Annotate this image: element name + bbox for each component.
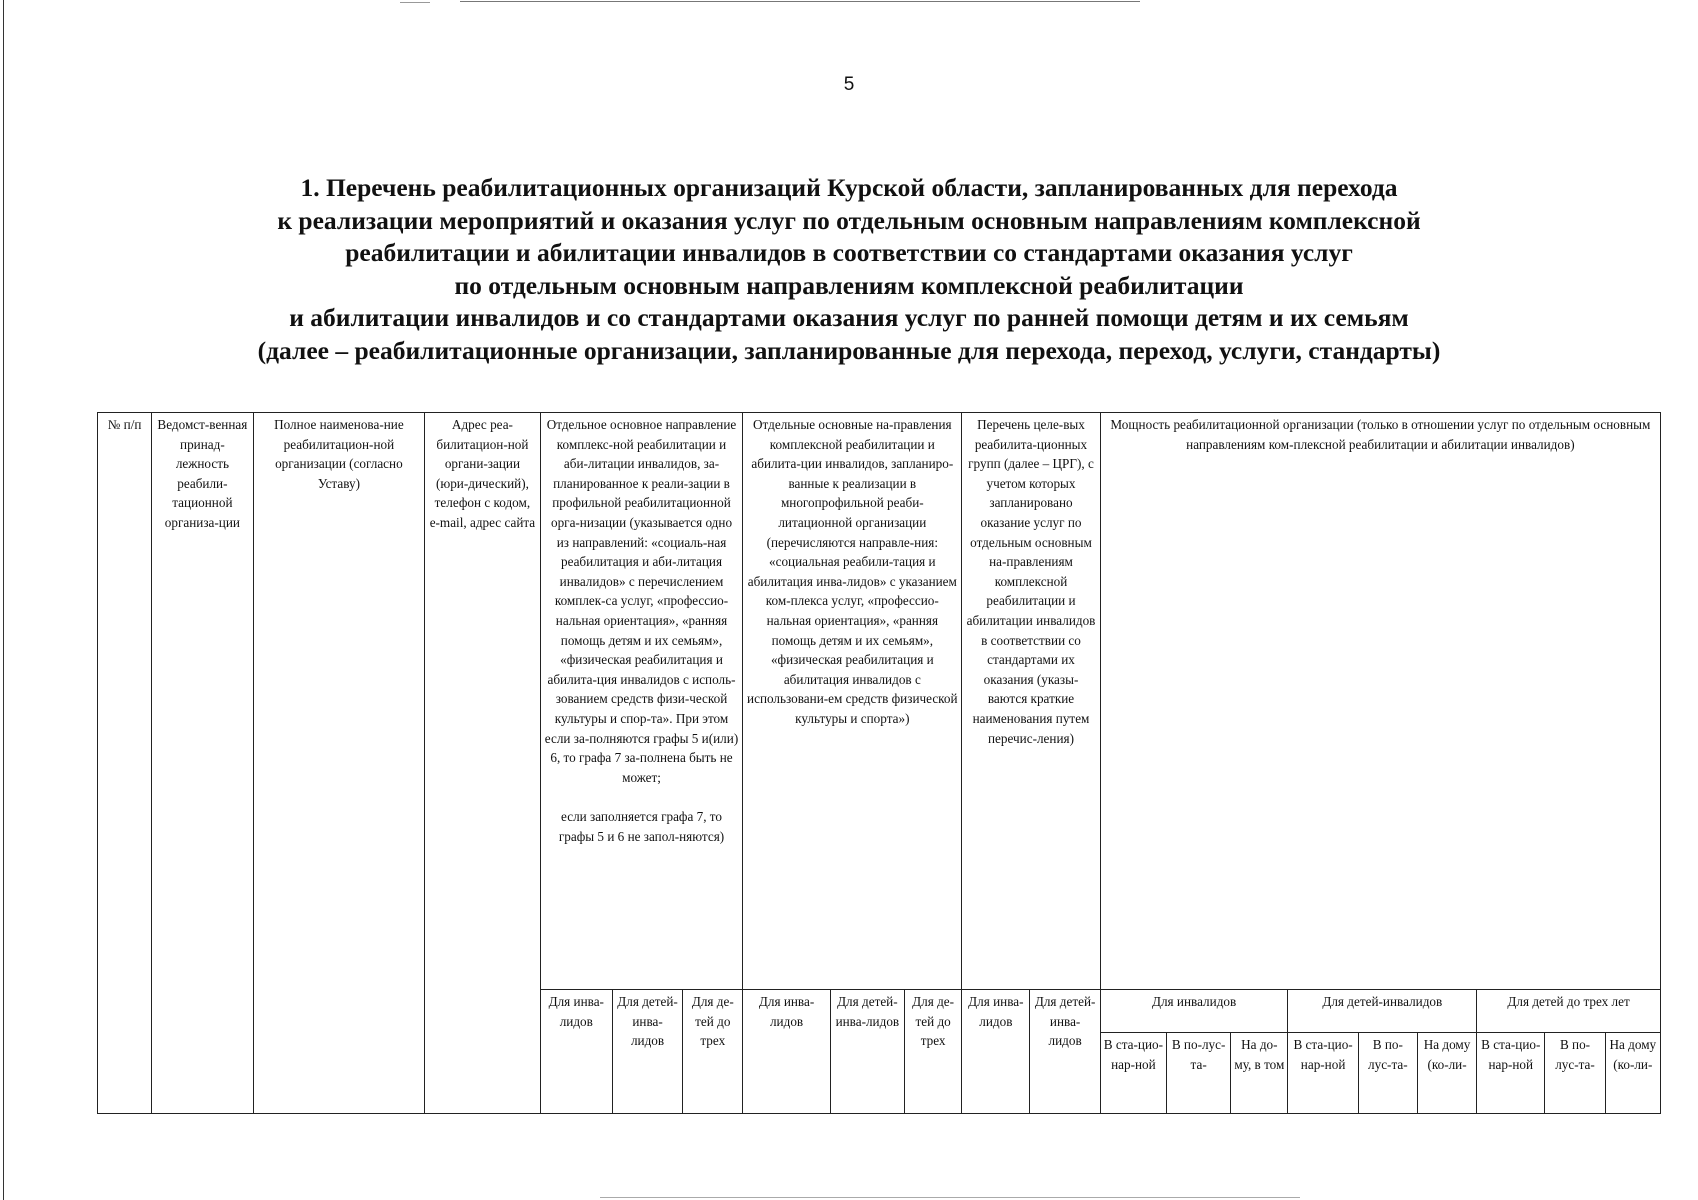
header-capacity: Мощность реабилитационной организации (только в отношении услуг по отдельным основным направлениям ком-плексной реабилитации и абилитации инвалидов): [1100, 413, 1660, 990]
sub-for-children-under3: Для де-тей до трех: [683, 990, 743, 1114]
document-title: [120, 172, 1578, 367]
cell-inpatient: В ста-цио-нар-ной: [1288, 1033, 1358, 1114]
page-number: 5: [843, 74, 855, 95]
cell-semi-inpatient: В по-лус-та-: [1545, 1033, 1605, 1114]
cell-at-home: На дому (ко-ли-: [1417, 1033, 1476, 1114]
cell-inpatient: В ста-цио-нар-ной: [1100, 1033, 1166, 1114]
scan-artifact-left-edge: [3, 0, 4, 1200]
scan-artifact-top: [460, 1, 1140, 2]
cell-semi-inpatient: В по-лус-та-: [1167, 1033, 1231, 1114]
sub-for-disabled: Для инва-лидов: [540, 990, 612, 1114]
sub-for-children-under3: Для де-тей до трех: [905, 990, 962, 1114]
header-full-name: Полное наименова-ние реабилитацион-ной организации (согласно Уставу): [253, 413, 425, 1114]
title-line: реабилитации и абилитации инвалидов в соответствии со стандартами оказания услуг: [345, 238, 1353, 267]
single-direction-text: Отдельное основное направление комплекс-ной реабилитации и аби-литации инвалидов, за-планированное к реали-зации в профильной реабилитационной орга-низации (указывается одно из направлений: «социаль-ная реабилитация и аби-литация инвалидов» с перечислением комплек-са услуг, «профессио-нальная ориентация», «ранняя помощь детям и их семьям», «физическая реабилитация и абилита-ция инвалидов с исполь-зованием средств физи-ческой культуры и спор-та». При этом если за-полняются графы 5 и(или) 6, то графа 7 за-полнена быть не может;: [544, 417, 739, 785]
title-line: к реализации мероприятий и оказания услуг по отдельным основным направлениям комплексной: [277, 205, 1421, 235]
cell-at-home: На до-му, в том: [1231, 1033, 1288, 1114]
sub-for-disabled-children: Для детей-инва-лидов: [1030, 990, 1100, 1114]
header-address: Адрес реа-билитацион-ной органи-зации (юри-дический), телефон с кодом, e-mail, адрес сайта: [425, 413, 540, 1114]
header-num: № п/п: [98, 413, 152, 1114]
scan-artifact-top-left: [400, 2, 430, 3]
title-line: и абилитации инвалидов и со стандартами оказания услуг по ранней помощи детям и их семьям: [289, 303, 1409, 332]
title-line: (далее – реабилитационные организации, запланированные для перехода, переход, услуги, стандарты): [257, 335, 1441, 365]
header-target-groups: Перечень целе-вых реабилита-ционных групп (далее – ЦРГ), с учетом которых запланировано оказание услуг по отдельным основным на-правлениям комплексной реабилитации и абилитации инвалидов в соответствии со стандартами их оказания (указы-ваются краткие наименования путем перечис-ления): [962, 413, 1101, 990]
header-multi-direction: Отдельные основные на-правления комплексной реабилитации и абилита-ции инвалидов, запланиро-ванные к реализации в многопрофильной реаби-литационной организации (перечисляются направле-ния: «социальная реабили-тация и абилитация инва-лидов» с указанием ком-плекса услуг, «профессио-нальная ориентация», «ранняя помощь детям и их семьям», «физическая реабилитация и абилитация инвалидов с использовани-ем средств физической культуры и спорта»): [743, 413, 962, 990]
cell-semi-inpatient: В по-лус-та-: [1358, 1033, 1417, 1114]
single-direction-note: если заполняется графа 7, то графы 5 и 6 не запол-няются): [558, 809, 725, 844]
sub-for-disabled-children: Для детей-инва-лидов: [612, 990, 682, 1114]
sub-for-disabled: Для инва-лидов: [962, 990, 1030, 1114]
title-line: 1. Перечень реабилитационных организаций Курской области, запланированных для перехода: [300, 173, 1398, 202]
cell-inpatient: В ста-цио-нар-ной: [1477, 1033, 1545, 1114]
cell-at-home: На дому (ко-ли-: [1605, 1033, 1660, 1114]
group-for-children-under3: Для детей до трех лет: [1477, 990, 1661, 1033]
sub-for-disabled-children: Для детей-инва-лидов: [830, 990, 904, 1114]
group-for-disabled: Для инвалидов: [1100, 990, 1288, 1033]
sub-for-disabled: Для инва-лидов: [743, 990, 830, 1114]
scan-artifact-bottom: [600, 1197, 1300, 1198]
header-single-direction: [540, 413, 743, 990]
organizations-table: [97, 412, 1661, 1114]
title-line: по отдельным основным направлениям комплексной реабилитации: [454, 270, 1244, 300]
header-affiliation: Ведомст-венная принад-лежность реабили-тационной организа-ции: [152, 413, 253, 1114]
group-for-disabled-children: Для детей-инвалидов: [1288, 990, 1477, 1033]
